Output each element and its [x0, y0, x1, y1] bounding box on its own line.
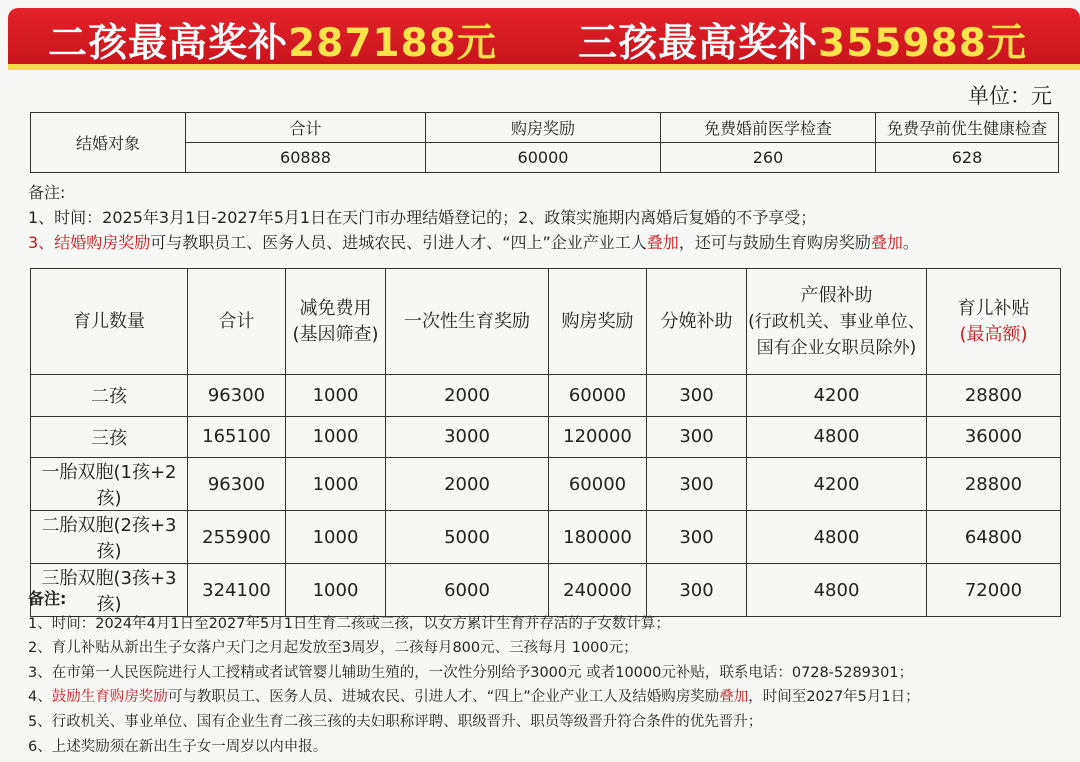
row-name: 一胎双胞(1孩+2孩) [31, 458, 188, 511]
marriage-note-line-2 [28, 230, 1078, 255]
row-name: 二胎双胞(2孩+3孩) [31, 511, 188, 564]
table-row [31, 416, 1061, 458]
row-fee: 1000 [286, 458, 386, 511]
header-childcare [927, 269, 1061, 375]
row-leave: 4800 [747, 416, 927, 458]
marriage-notes [28, 180, 1078, 255]
table-row [31, 375, 1061, 417]
note-highlight: 叠加 [646, 233, 679, 252]
third-child-award-label: 三孩最高奖补 [578, 21, 819, 66]
row-name: 二孩 [31, 375, 188, 417]
row-leave: 4200 [747, 458, 927, 511]
note-highlight: 叠加 [719, 689, 749, 706]
row-total: 255900 [188, 511, 286, 564]
header-care-line2: (最高额) [959, 323, 1028, 345]
note-text: 可与教职员工、医务人员、进城农民、引进人才、“四上”企业产业工人及结婚购房奖励 [167, 689, 720, 706]
row-leave: 4800 [747, 564, 927, 617]
row-birth: 2000 [386, 458, 549, 511]
marriage-col-prepregnancy-check: 免费孕前优生健康检查 [876, 113, 1059, 143]
row-fee: 1000 [286, 375, 386, 417]
header-leave-line1: 产假补助 [800, 284, 873, 306]
childbirth-note-line-5: 5、行政机关、事业单位、国有企业生育二孩三孩的夫妇职称评聘、职级晋升、职员等级晋升符合条件的优先晋升； [28, 713, 763, 730]
note-text: ，还可与鼓励生育购房奖励 [678, 233, 871, 252]
row-delivery: 300 [647, 564, 747, 617]
table-row [31, 511, 1061, 564]
row-care: 72000 [927, 564, 1061, 617]
childbirth-notes-title: 备注: [28, 589, 67, 608]
row-care: 28800 [927, 375, 1061, 417]
banner [8, 8, 1080, 70]
row-care: 64800 [927, 511, 1061, 564]
row-house: 60000 [549, 375, 647, 417]
row-birth: 2000 [386, 375, 549, 417]
second-child-award-label: 二孩最高奖补 [48, 21, 289, 66]
note-highlight: 鼓励生育购房奖励 [51, 689, 168, 706]
marriage-value-prepregnancy-check: 628 [876, 143, 1059, 173]
marriage-col-total: 合计 [186, 113, 426, 143]
marriage-col-house: 购房奖励 [426, 113, 661, 143]
third-child-max-award [578, 12, 1027, 68]
row-total: 324100 [188, 564, 286, 617]
row-care: 36000 [927, 416, 1061, 458]
note-prefix: 3、 [28, 233, 55, 252]
marriage-table [30, 112, 1059, 173]
row-total: 96300 [188, 375, 286, 417]
header-quantity: 育儿数量 [31, 269, 188, 375]
row-house: 240000 [549, 564, 647, 617]
row-delivery: 300 [647, 458, 747, 511]
second-child-max-award [48, 12, 497, 68]
row-birth: 3000 [386, 416, 549, 458]
marriage-row-header: 结婚对象 [31, 113, 186, 173]
row-total: 165100 [188, 416, 286, 458]
unit-label: 单位：元 [968, 84, 1052, 108]
row-delivery: 300 [647, 416, 747, 458]
note-prefix: 4、 [28, 689, 52, 706]
row-fee: 1000 [286, 416, 386, 458]
marriage-header-row [31, 113, 1059, 143]
row-house: 60000 [549, 458, 647, 511]
marriage-note-line-1: 1、时间：2025年3月1日-2027年5月1日在天门市办理结婚登记的；2、政策实施期内离婚后复婚的不予享受； [28, 208, 817, 227]
row-delivery: 300 [647, 375, 747, 417]
childbirth-table [30, 268, 1061, 617]
header-leave-line2: (行政机关、事业单位、 [748, 311, 925, 332]
row-care: 28800 [927, 458, 1061, 511]
marriage-value-total: 60888 [186, 143, 426, 173]
header-care-line1: 育儿补贴 [957, 297, 1030, 319]
header-fee-line2: (基因筛查) [292, 323, 379, 345]
row-fee: 1000 [286, 564, 386, 617]
row-fee: 1000 [286, 511, 386, 564]
header-total: 合计 [188, 269, 286, 375]
third-child-award-amount: 355988元 [818, 21, 1027, 66]
childbirth-note-line-6: 6、上述奖励须在新出生子女一周岁以内申报。 [28, 738, 328, 755]
note-text: 。 [902, 233, 919, 252]
header-fee-line1: 减免费用 [299, 297, 372, 319]
table-row [31, 458, 1061, 511]
marriage-value-house: 60000 [426, 143, 661, 173]
childbirth-note-line-1: 1、时间：2024年4月1日至2027年5月1日生育二孩或三孩，以女方累计生育并存活的子女数计算； [28, 615, 670, 632]
row-name: 三孩 [31, 416, 188, 458]
row-delivery: 300 [647, 511, 747, 564]
row-name: 三胎双胞(3孩+3孩) [31, 564, 188, 617]
header-birth-award: 一次性生育奖励 [386, 269, 549, 375]
second-child-award-amount: 287188元 [288, 21, 497, 66]
row-total: 96300 [188, 458, 286, 511]
marriage-value-premarital-check: 260 [661, 143, 876, 173]
row-birth: 5000 [386, 511, 549, 564]
childbirth-note-line-3: 3、在市第一人民医院进行人工授精或者试管婴儿辅助生殖的，一次性分别给予3000元 或者10000元补贴，联系电话：0728-5289301； [28, 664, 914, 681]
note-highlight: 叠加 [870, 233, 903, 252]
row-house: 180000 [549, 511, 647, 564]
childbirth-header-row [31, 269, 1061, 375]
row-leave: 4800 [747, 511, 927, 564]
note-highlight: 结婚购房奖励 [54, 233, 151, 252]
note-text: 可与教职员工、医务人员、进城农民、引进人才、“四上”企业产业工人 [150, 233, 647, 252]
childbirth-notes [28, 587, 1078, 759]
header-fee [286, 269, 386, 375]
childbirth-note-line-4 [28, 685, 1078, 710]
header-leave-line3: 国有企业女职员除外) [756, 337, 917, 358]
marriage-value-row [31, 143, 1059, 173]
header-maternity-leave [747, 269, 927, 375]
note-text: ，时间至2027年5月1日； [748, 689, 920, 706]
childbirth-note-line-2: 2、育儿补贴从新出生子女落户天门之月起发放至3周岁，二孩每月800元、三孩每月 1000元； [28, 640, 638, 657]
row-leave: 4200 [747, 375, 927, 417]
row-house: 120000 [549, 416, 647, 458]
marriage-col-premarital-check: 免费婚前医学检查 [661, 113, 876, 143]
header-delivery: 分娩补助 [647, 269, 747, 375]
row-birth: 6000 [386, 564, 549, 617]
marriage-notes-title: 备注: [28, 183, 66, 202]
header-house-award: 购房奖励 [549, 269, 647, 375]
